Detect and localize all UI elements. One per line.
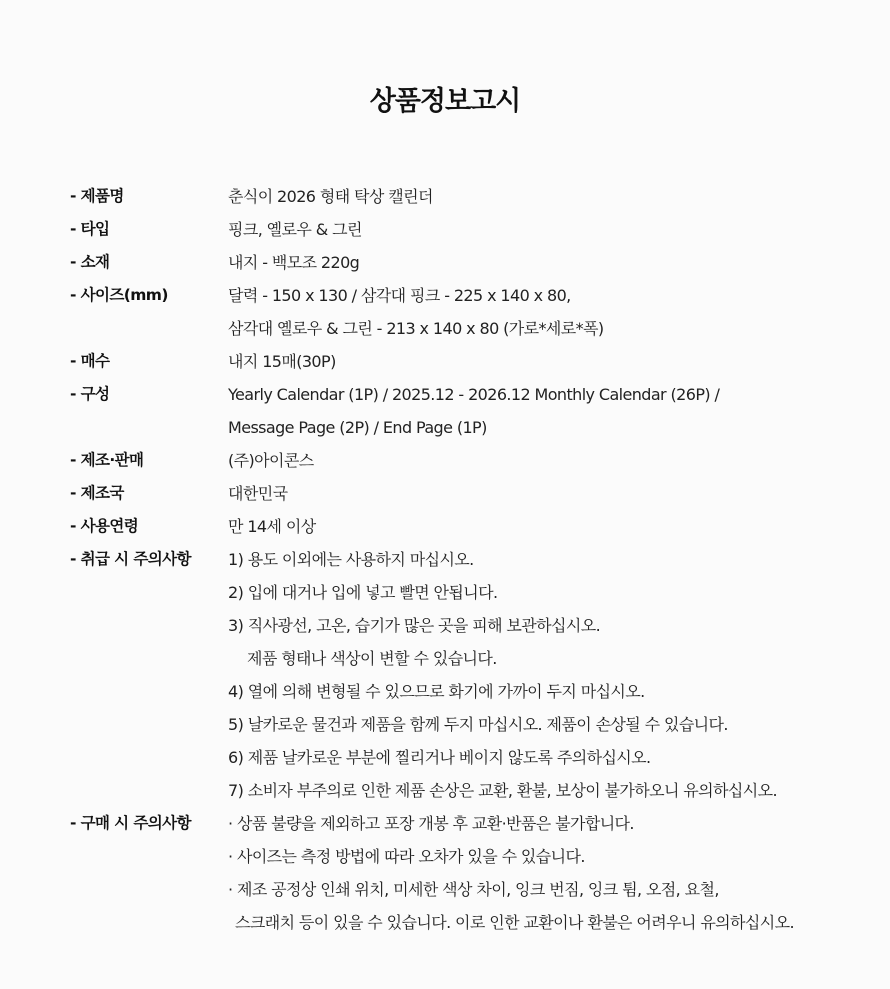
row-value-line: (주)아이콘스 bbox=[228, 451, 314, 470]
row-label: - 구매 시 주의사항 bbox=[70, 814, 191, 832]
row-values bbox=[228, 180, 870, 213]
info-row-sheet-count bbox=[70, 345, 870, 378]
row-label: - 사이즈(mm) bbox=[70, 286, 168, 304]
caution-item: 3) 직사광선, 고온, 습기가 많은 곳을 피해 보관하십시오. bbox=[228, 616, 601, 635]
product-info-table bbox=[70, 180, 870, 939]
info-row-handling-cautions bbox=[70, 543, 870, 807]
info-row-material bbox=[70, 246, 870, 279]
info-row-product-name bbox=[70, 180, 870, 213]
row-label: - 타입 bbox=[70, 220, 110, 238]
row-label: - 제품명 bbox=[70, 187, 124, 205]
row-value-line: 핑크, 옐로우 & 그린 bbox=[228, 220, 362, 239]
row-value-line: 내지 - 백모조 220g bbox=[228, 253, 360, 272]
row-label: - 취급 시 주의사항 bbox=[70, 550, 191, 568]
row-label: - 매수 bbox=[70, 352, 110, 370]
row-values bbox=[228, 279, 870, 345]
row-label: - 구성 bbox=[70, 385, 110, 403]
row-values bbox=[228, 807, 870, 939]
caution-item: 1) 용도 이외에는 사용하지 마십시오. bbox=[228, 550, 474, 569]
caution-item: · 사이즈는 측정 방법에 따라 오차가 있을 수 있습니다. bbox=[228, 847, 585, 866]
caution-item: 4) 열에 의해 변형될 수 있으므로 화기에 가까이 두지 마십시오. bbox=[228, 682, 645, 701]
info-row-country bbox=[70, 477, 870, 510]
row-value-line: 대한민국 bbox=[228, 484, 288, 503]
row-value-line: 춘식이 2026 형태 탁상 캘린더 bbox=[228, 187, 433, 206]
info-row-purchase-cautions bbox=[70, 807, 870, 939]
row-values bbox=[228, 246, 870, 279]
caution-item: 5) 날카로운 물건과 제품을 함께 두지 마십시오. 제품이 손상될 수 있습니다. bbox=[228, 715, 728, 734]
caution-item: 6) 제품 날카로운 부분에 찔리거나 베이지 않도록 주의하십시오. bbox=[228, 748, 651, 767]
page-title: 상품정보고시 bbox=[369, 86, 521, 117]
row-label: - 제조국 bbox=[70, 484, 124, 502]
caution-item-continuation: 스크래치 등이 있을 수 있습니다. 이로 인한 교환이나 환불은 어려우니 유의하십시오. bbox=[235, 913, 794, 932]
row-values bbox=[228, 477, 870, 510]
caution-item: 2) 입에 대거나 입에 넣고 빨면 안됩니다. bbox=[228, 583, 498, 602]
row-value-line: Yearly Calendar (1P) / 2025.12 - 2026.12 Monthly Calendar (26P) / bbox=[228, 385, 720, 404]
caution-item: · 상품 불량을 제외하고 포장 개봉 후 교환·반품은 불가합니다. bbox=[228, 814, 634, 833]
row-value-line: 삼각대 옐로우 & 그린 - 213 x 140 x 80 (가로*세로*폭) bbox=[228, 319, 604, 338]
info-row-type bbox=[70, 213, 870, 246]
info-row-age bbox=[70, 510, 870, 543]
info-row-manufacturer bbox=[70, 444, 870, 477]
caution-item: · 제조 공정상 인쇄 위치, 미세한 색상 차이, 잉크 번짐, 잉크 튐, 오점, 요철, bbox=[228, 880, 719, 899]
caution-item: 7) 소비자 부주의로 인한 제품 손상은 교환, 환불, 보상이 불가하오니 유의하십시오. bbox=[228, 781, 777, 800]
row-label: - 사용연령 bbox=[70, 517, 139, 535]
row-values bbox=[228, 543, 870, 807]
row-label: - 소재 bbox=[70, 253, 110, 271]
info-row-size bbox=[70, 279, 870, 345]
row-value-line: 내지 15매(30P) bbox=[228, 352, 336, 371]
row-value-line: 달력 - 150 x 130 / 삼각대 핑크 - 225 x 140 x 80, bbox=[228, 286, 571, 305]
row-values bbox=[228, 444, 870, 477]
row-values bbox=[228, 213, 870, 246]
row-values bbox=[228, 510, 870, 543]
row-label: - 제조·판매 bbox=[70, 451, 144, 469]
row-value-line: Message Page (2P) / End Page (1P) bbox=[228, 418, 487, 437]
row-values bbox=[228, 378, 870, 444]
info-row-composition bbox=[70, 378, 870, 444]
caution-item-continuation: 제품 형태나 색상이 변할 수 있습니다. bbox=[247, 649, 497, 668]
row-values bbox=[228, 345, 870, 378]
row-value-line: 만 14세 이상 bbox=[228, 517, 316, 536]
